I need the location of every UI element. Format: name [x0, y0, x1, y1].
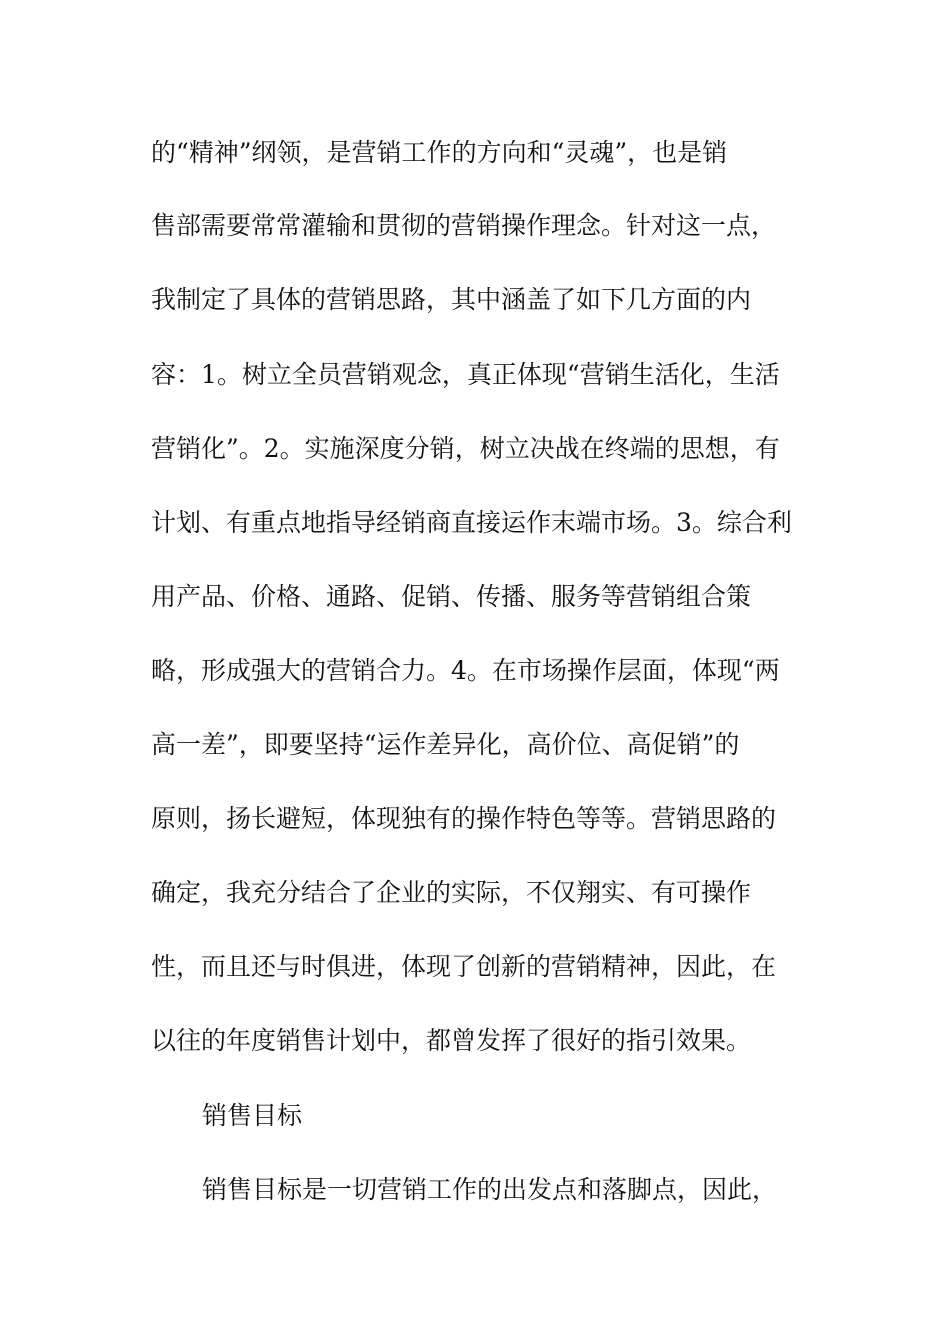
paragraph-line-2: 售部需要常常灌输和贯彻的营销操作理念。针对这一点， [151, 211, 777, 240]
paragraph-line-3: 我制定了具体的营销思路，其中涵盖了如下几方面的内 [151, 285, 752, 314]
paragraph-line-9: 高一差”，即要坚持“运作差异化，高价位、高促销”的 [151, 730, 740, 759]
paragraph-line-10: 原则，扬长避短，体现独有的操作特色等等。营销思路的 [151, 804, 777, 833]
paragraph-line-13: 以往的年度销售计划中，都曾发挥了很好的指引效果。 [151, 1026, 752, 1055]
paragraph-line-7: 用产品、价格、通路、促销、传播、服务等营销组合策 [151, 582, 752, 611]
paragraph-line-1: 的“精神”纲领，是营销工作的方向和“灵魂”，也是销 [151, 138, 728, 167]
paragraph-line-11: 确定，我充分结合了企业的实际，不仅翔实、有可操作 [151, 878, 752, 907]
paragraph-line-8: 略，形成强大的营销合力。4。在市场操作层面，体现“两 [151, 656, 780, 685]
paragraph-first-line: 销售目标是一切营销工作的出发点和落脚点，因此， [202, 1175, 778, 1204]
paragraph-line-5: 营销化”。2。实施深度分销，树立决战在终端的思想，有 [151, 434, 780, 463]
paragraph-line-6: 计划、有重点地指导经销商直接运作末端市场。3。综合利 [151, 508, 792, 537]
paragraph-line-4: 容：1。树立全员营销观念，真正体现“营销生活化，生活 [151, 360, 780, 389]
paragraph-line-12: 性，而且还与时俱进，体现了创新的营销精神，因此，在 [151, 952, 777, 981]
section-heading: 销售目标 [202, 1101, 303, 1130]
